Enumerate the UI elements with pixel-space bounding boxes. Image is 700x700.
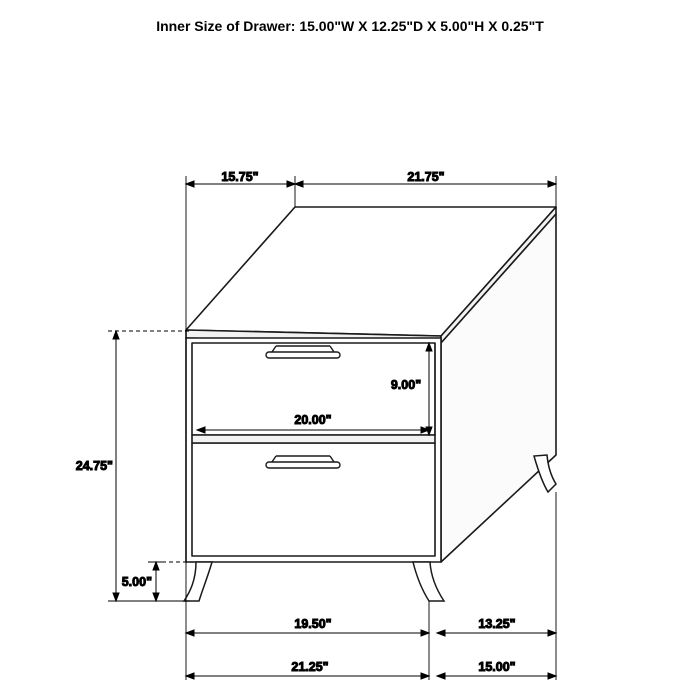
- leg-front-right: [413, 562, 444, 601]
- nightstand-body: [186, 207, 556, 562]
- dim-label-bottom-front: 19.50": [294, 617, 332, 631]
- dim-label-bottom-overall-front: 21.25": [291, 660, 329, 674]
- leg-rear-right: [534, 455, 556, 492]
- leg-front-left: [184, 562, 212, 601]
- drawer-divider: [192, 435, 435, 443]
- dim-label-top-left: 15.75": [221, 170, 259, 184]
- dim-label-bottom-side: 13.25": [478, 617, 516, 631]
- dim-label-drawer-height: 9.00": [390, 378, 422, 392]
- page-title: Inner Size of Drawer: 15.00"W X 12.25"D X 5.00"H X 0.25"T: [156, 18, 544, 34]
- dim-label-top-right: 21.75": [407, 170, 445, 184]
- drawer-lower: [192, 443, 435, 556]
- dim-label-leg-height: 5.00": [121, 575, 152, 589]
- dim-label-bottom-overall-side: 15.00": [478, 660, 516, 674]
- dim-label-drawer-width: 20.00": [294, 413, 332, 427]
- dim-label-total-height: 24.75": [75, 459, 113, 473]
- dim-total-height: [113, 331, 119, 601]
